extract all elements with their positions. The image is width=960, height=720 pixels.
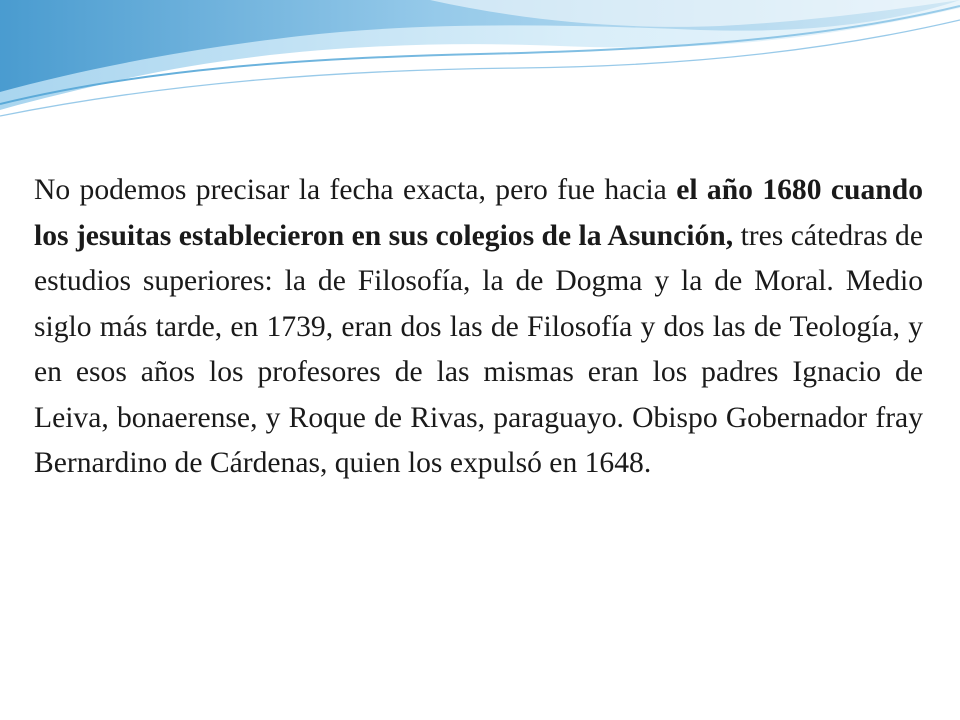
paragraph-bold: el año 1680 cuando los jesuitas establecieron en sus colegios de la Asunción,: [34, 174, 923, 252]
paragraph-rest: tres cátedras de estudios superiores: la de Filosofía, la de Dogma y la de Moral. Medio siglo más tarde, en 1739, eran dos las de Filosofía y dos las de Teología, y en esos años los profesores de las mismas eran los padres Ignacio de Leiva, bonaerense, y Roque de Rivas, paraguayo. Obispo Gobernador fray Bernardino de Cárdenas, quien los expulsó en 1648.: [34, 219, 923, 479]
paragraph-intro: No podemos precisar la fecha exacta, pero fue hacia: [34, 174, 677, 206]
wave-decoration: [0, 0, 960, 130]
body-paragraph: [34, 168, 923, 487]
